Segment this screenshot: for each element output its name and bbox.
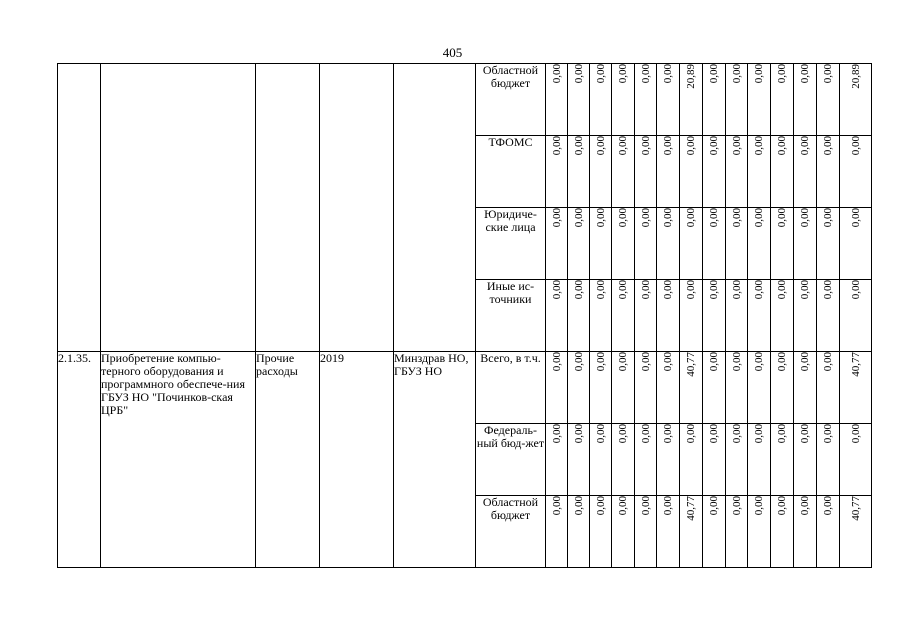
value-cell: 0,00 <box>708 280 720 300</box>
value-cell: 0,00 <box>730 352 743 372</box>
value-cell: 0,00 <box>849 280 862 300</box>
value-cell: 0,00 <box>617 424 629 444</box>
value-cell: 0,00 <box>799 208 811 228</box>
value-cell: 0,00 <box>617 208 629 228</box>
value-cell: 0,00 <box>799 64 811 84</box>
value-cell: 0,00 <box>776 352 788 372</box>
value-cell: 0,00 <box>594 424 607 444</box>
value-cell: 0,00 <box>753 136 765 156</box>
value-cell: 0,00 <box>708 424 720 444</box>
value-cell: 0,00 <box>799 496 811 516</box>
value-cell: 0,00 <box>639 352 652 372</box>
value-cell: 0,00 <box>753 496 765 516</box>
item-number: 2.1.35. <box>58 352 101 568</box>
funding-source-cell: Областной бюджет <box>476 496 546 568</box>
value-cell: 0,00 <box>550 136 563 156</box>
value-cell: 0,00 <box>617 280 629 300</box>
value-cell: 0,00 <box>753 352 765 372</box>
value-cell: 0,00 <box>550 208 563 228</box>
value-cell: 0,00 <box>550 64 563 84</box>
item-name: Приобретение компью-терного оборудования и программного обеспече-ния ГБУЗ НО "Починков-ская ЦРБ" <box>101 352 256 568</box>
item-number-cell-prev <box>58 64 101 352</box>
value-cell: 0,00 <box>550 424 563 444</box>
value-cell: 0,00 <box>776 208 788 228</box>
value-cell: 0,00 <box>708 352 720 372</box>
value-cell: 0,00 <box>572 496 585 516</box>
budget-table <box>57 63 872 568</box>
value-cell: 0,00 <box>753 280 765 300</box>
value-cell: 0,00 <box>776 136 788 156</box>
value-cell: 0,00 <box>662 496 674 516</box>
value-cell: 0,00 <box>849 424 862 444</box>
value-cell: 0,00 <box>639 208 652 228</box>
item-name-cell-prev <box>101 64 256 352</box>
value-cell: 0,00 <box>617 136 629 156</box>
funding-source-cell: Федераль-ный бюд-жет <box>476 424 546 496</box>
value-cell: 0,00 <box>799 424 811 444</box>
value-cell: 0,00 <box>639 496 652 516</box>
value-cell: 0,00 <box>799 136 811 156</box>
value-cell: 40,77 <box>849 496 862 521</box>
value-cell: 0,00 <box>822 64 834 84</box>
value-cell: 0,00 <box>730 64 743 84</box>
value-cell: 40,77 <box>849 352 862 377</box>
value-cell: 40,77 <box>685 496 697 521</box>
value-cell: 0,00 <box>594 280 607 300</box>
value-cell: 0,00 <box>594 136 607 156</box>
value-cell: 0,00 <box>617 64 629 84</box>
value-cell: 20,89 <box>849 64 862 89</box>
year-cell-prev <box>320 64 394 352</box>
value-cell: 0,00 <box>822 208 834 228</box>
value-cell: 0,00 <box>639 424 652 444</box>
value-cell: 0,00 <box>662 136 674 156</box>
value-cell: 0,00 <box>594 496 607 516</box>
value-cell: 0,00 <box>550 496 563 516</box>
value-cell: 0,00 <box>776 424 788 444</box>
executor-cell-prev <box>394 64 476 352</box>
value-cell: 0,00 <box>662 280 674 300</box>
value-cell: 0,00 <box>849 136 862 156</box>
value-cell: 0,00 <box>572 280 585 300</box>
value-cell: 0,00 <box>617 352 629 372</box>
value-cell: 0,00 <box>572 136 585 156</box>
value-cell: 20,89 <box>685 64 697 89</box>
value-cell: 0,00 <box>662 64 674 84</box>
value-cell: 0,00 <box>550 352 563 372</box>
value-cell: 0,00 <box>662 424 674 444</box>
value-cell: 0,00 <box>849 208 862 228</box>
value-cell: 0,00 <box>572 352 585 372</box>
funding-source-cell: Всего, в т.ч. <box>476 352 546 424</box>
value-cell: 0,00 <box>594 352 607 372</box>
value-cell: 0,00 <box>822 424 834 444</box>
value-cell: 0,00 <box>822 496 834 516</box>
value-cell: 0,00 <box>708 136 720 156</box>
value-cell: 40,77 <box>685 352 697 377</box>
value-cell: 0,00 <box>639 280 652 300</box>
value-cell: 0,00 <box>685 280 697 300</box>
value-cell: 0,00 <box>822 352 834 372</box>
table-row <box>58 64 872 136</box>
value-cell: 0,00 <box>708 496 720 516</box>
value-cell: 0,00 <box>753 208 765 228</box>
value-cell: 0,00 <box>730 424 743 444</box>
value-cell: 0,00 <box>753 64 765 84</box>
year: 2019 <box>320 352 394 568</box>
value-cell: 0,00 <box>776 64 788 84</box>
funding-source-cell: Юридиче-ские лица <box>476 208 546 280</box>
value-cell: 0,00 <box>639 64 652 84</box>
value-cell: 0,00 <box>708 64 720 84</box>
value-cell: 0,00 <box>594 64 607 84</box>
funding-source-cell: Областной бюджет <box>476 64 546 136</box>
value-cell: 0,00 <box>685 136 697 156</box>
value-cell: 0,00 <box>730 208 743 228</box>
value-cell: 0,00 <box>685 208 697 228</box>
value-cell: 0,00 <box>639 136 652 156</box>
value-cell: 0,00 <box>550 280 563 300</box>
value-cell: 0,00 <box>662 208 674 228</box>
value-cell: 0,00 <box>799 352 811 372</box>
value-cell: 0,00 <box>730 496 743 516</box>
page-number: 405 <box>442 45 463 60</box>
expense-type: Прочие расходы <box>256 352 320 568</box>
expense-type-cell-prev <box>256 64 320 352</box>
funding-source-cell: ТФОМС <box>476 136 546 208</box>
funding-source-cell: Иные ис-точники <box>476 280 546 352</box>
value-cell: 0,00 <box>776 496 788 516</box>
value-cell: 0,00 <box>753 424 765 444</box>
value-cell: 0,00 <box>799 280 811 300</box>
executor: Минздрав НО, ГБУЗ НО <box>394 352 476 568</box>
value-cell: 0,00 <box>572 424 585 444</box>
value-cell: 0,00 <box>572 64 585 84</box>
value-cell: 0,00 <box>685 424 697 444</box>
value-cell: 0,00 <box>617 496 629 516</box>
value-cell: 0,00 <box>594 208 607 228</box>
table-row <box>58 352 872 424</box>
value-cell: 0,00 <box>822 136 834 156</box>
value-cell: 0,00 <box>776 280 788 300</box>
value-cell: 0,00 <box>708 208 720 228</box>
value-cell: 0,00 <box>572 208 585 228</box>
value-cell: 0,00 <box>662 352 674 372</box>
value-cell: 0,00 <box>730 136 743 156</box>
value-cell: 0,00 <box>730 280 743 300</box>
value-cell: 0,00 <box>822 280 834 300</box>
